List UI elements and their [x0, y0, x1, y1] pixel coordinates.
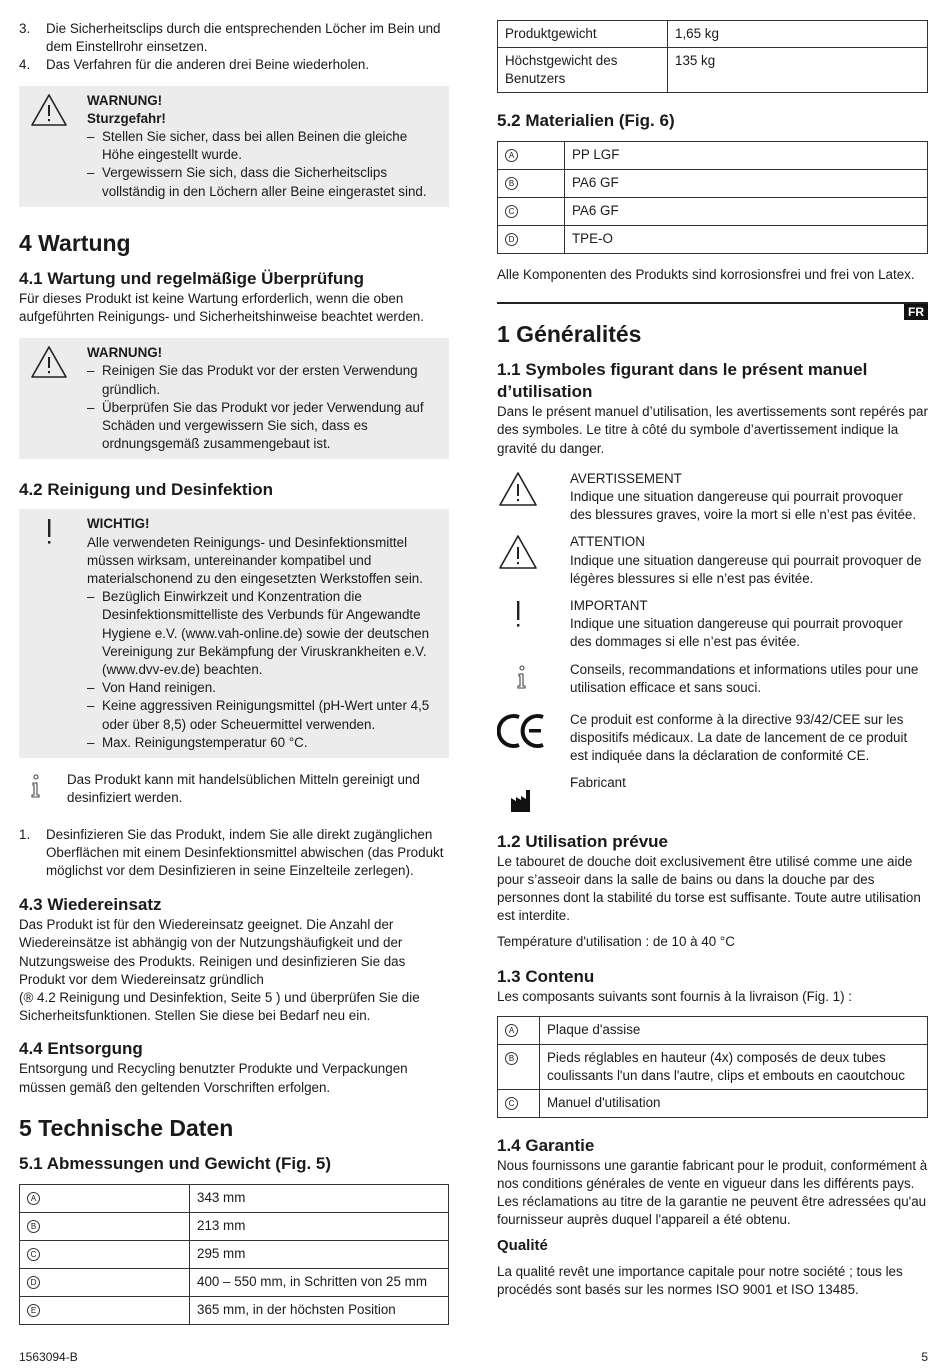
table-row: C PA6 GF	[498, 198, 928, 226]
list-item: – Von Hand reinigen.	[87, 680, 216, 696]
heading-1-2: 1.2 Utilisation prévue	[497, 831, 668, 851]
circled-letter: B	[505, 177, 518, 190]
heading-wartung: 4 Wartung	[19, 229, 131, 256]
table-row: C 295 mm	[20, 1240, 449, 1268]
circled-letter: E	[27, 1304, 40, 1317]
list-item: – Max. Reinigungstemperatur 60 °C.	[87, 734, 308, 750]
paragraph-materials: Alle Komponenten des Produkts sind korrosionsfrei und frei von Latex.	[497, 267, 915, 282]
right-column	[497, 20, 928, 1299]
table-row: A 343 mm	[20, 1184, 449, 1212]
paragraph-4-1: Für dieses Produkt ist keine Wartung erforderlich, wenn die oben aufgeführten Reinigungs- und Sicherheitshinweise beachtet werden.	[19, 290, 424, 325]
circled-letter: D	[505, 233, 518, 246]
symbol-manufacturer: Fabricant	[497, 774, 928, 819]
table-row: Produktgewicht 1,65 kg	[498, 21, 928, 48]
warning-triangle-icon	[29, 92, 87, 201]
table-row: B Pieds réglables en hauteur (4x) composés de deux tubes coulissants l'un dans l'autre, clips et embouts en caoutchouc	[498, 1044, 928, 1089]
info-note: Das Produkt kann mit handelsüblichen Mitteln gereinigt und desinfiziert werden.	[19, 771, 449, 807]
heading-1-3: 1.3 Contenu	[497, 966, 595, 986]
important-box	[19, 509, 449, 758]
symbol-attention: ATTENTION Indique une situation dangereuse qui pourrait provoquer de légères blessures si elle n’est pas évitée.	[497, 533, 928, 588]
warning-box-cleaning	[19, 338, 449, 459]
symbol-important: IMPORTANT Indique une situation dangereuse qui pourrait provoquer des dommages si elle n’est pas évitée.	[497, 597, 928, 652]
warning-subtitle: Sturzgefahr!	[87, 110, 166, 126]
info-icon	[497, 661, 570, 702]
weight-table	[497, 20, 928, 93]
circled-letter: C	[27, 1248, 40, 1261]
paragraph-1-4: Nous fournissons une garantie fabricant pour le produit, conformément à nos conditions générales de vente en vigueur dans les différents pays. Les réclamations au titre de la garantie ne peuvent être adressées qu'au fournisseur auprès duquel l'appareil a été obtenu.	[497, 1157, 928, 1228]
steps-desinfection	[19, 826, 449, 881]
paragraph-1-1: Dans le présent manuel d’utilisation, les avertissements sont repérés par des symboles. Le titre à côté du symbole d’avertissement indique la gravité du danger.	[497, 404, 928, 456]
circled-letter: D	[27, 1276, 40, 1289]
symbol-avertissement: AVERTISSEMENT Indique une situation dangereuse qui pourrait provoquer des blessures graves, voire la mort si elle n’est pas évitée.	[497, 470, 928, 525]
left-column	[19, 20, 449, 1325]
warning-triangle-icon	[29, 344, 87, 453]
exclamation-icon	[497, 597, 570, 652]
heading-5-2: 5.2 Materialien (Fig. 6)	[497, 111, 675, 130]
heading-4-1: 4.1 Wartung und regelmäßige Überprüfung	[19, 268, 365, 288]
document-number: 1563094-B	[19, 1350, 78, 1364]
page-number: 5	[921, 1350, 928, 1364]
dimensions-table	[19, 1184, 449, 1325]
circled-letter: A	[27, 1192, 40, 1205]
heading-generalites: 1 Généralités	[497, 321, 642, 348]
paragraph-1-3: Les composants suivants sont fournis à la livraison (Fig. 1) :	[497, 988, 853, 1004]
symbol-info: Conseils, recommandations et informations utiles pour une utilisation efficace et sans souci.	[497, 661, 928, 702]
steps-top	[19, 20, 449, 75]
list-item: – Keine aggressiven Reinigungsmittel (pH-Wert unter 4,5 oder über 8,5) oder Scheuermittel verwenden.	[87, 698, 430, 732]
table-row: Höchstgewicht des Benutzers 135 kg	[498, 48, 928, 93]
contents-table	[497, 1016, 928, 1118]
table-row: E 365 mm, in der höchsten Position	[20, 1296, 449, 1324]
heading-1-1: 1.1 Symboles figurant dans le présent manuel d’utilisation	[497, 360, 868, 402]
table-row: A PP LGF	[498, 142, 928, 170]
heading-4-3: 4.3 Wiedereinsatz	[19, 895, 162, 915]
list-item: – Reinigen Sie das Produkt vor der ersten Verwendung gründlich.	[87, 363, 418, 397]
symbol-ce: Ce produit est conforme à la directive 93/42/CEE sur les dispositifs médicaux. La date de lancement de ce produit est indiquée dans la déclaration de conformité CE.	[497, 711, 928, 766]
list-item: – Vergewissern Sie sich, dass die Sicherheitsclips vollständig in den Löchern aller Beine eingerastet sind.	[87, 165, 427, 199]
heading-technische-daten: 5 Technische Daten	[19, 1114, 234, 1141]
warning-triangle-icon	[497, 470, 570, 525]
symbol-list	[497, 470, 928, 820]
heading-4-4: 4.4 Entsorgung	[19, 1039, 143, 1059]
circled-letter: B	[505, 1052, 518, 1065]
section-divider	[497, 302, 928, 320]
list-item: 3. Die Sicherheitsclips durch die entsprechenden Löcher im Bein und dem Einstellrohr einsetzen.	[19, 21, 441, 55]
important-body: Alle verwendeten Reinigungs- und Desinfektionsmittel müssen wirksam, untereinander kompatibel und materialschonend zu den eingesetzten Werkstoffen sein.	[87, 534, 423, 587]
manufacturer-icon	[497, 774, 570, 819]
circled-letter: B	[27, 1220, 40, 1233]
circled-letter: A	[505, 1024, 518, 1037]
ce-mark-icon	[497, 711, 570, 766]
list-item: – Stellen Sie sicher, dass bei allen Beinen die gleiche Höhe eingestellt wurde.	[87, 129, 408, 163]
language-badge: FR	[904, 304, 928, 320]
table-row: C Manuel d'utilisation	[498, 1089, 928, 1117]
warning-box-fall	[19, 86, 449, 207]
list-item: 4. Das Verfahren für die anderen drei Beine wiederholen.	[19, 57, 370, 73]
exclamation-icon	[29, 515, 87, 752]
paragraph-4-4: Entsorgung und Recycling benutzter Produkte und Verpackungen müssen gemäß den geltenden Vorschriften erfolgen.	[19, 1061, 408, 1095]
paragraph-4-3: Das Produkt ist für den Wiedereinsatz geeignet. Die Anzahl der Wiedereinsätze ist abhängig von der Nutzungshäufigkeit und der Nutzungsweise des Produkts. Reinigen und desinfizieren Sie das Produkt vor dem Wiedereinsatz gründlich	[19, 917, 406, 987]
heading-5-1: 5.1 Abmessungen und Gewicht (Fig. 5)	[19, 1153, 332, 1173]
list-item: – Überprüfen Sie das Produkt vor jeder Verwendung auf Schäden und vergewissern Sie sich, dass es ordnungsgemäß zusammengebaut ist.	[87, 399, 424, 452]
table-row: D TPE-O	[498, 226, 928, 254]
heading-qualite: Qualité	[497, 1236, 548, 1254]
paragraph-qualite: La qualité revêt une importance capitale pour notre société ; tous les procédés sont basés sur les normes ISO 9001 et ISO 13485.	[497, 1263, 903, 1297]
table-row: B PA6 GF	[498, 170, 928, 198]
paragraph-1-2: Le tabouret de douche doit exclusivement être utilisé comme une aide pour s’asseoir dans la salle de bains ou dans la douche par des personnes dont la stabilité du torse est suffisante. Toute autre utilisation est interdite.	[497, 853, 921, 924]
list-item: 1. Desinfizieren Sie das Produkt, indem Sie alle direkt zugänglichen Oberflächen mit einem Desinfektionsmittel abwischen (das Produkt möglichst vor dem Desinfizieren in seine Einzelteile zerlegen).	[19, 826, 444, 878]
info-icon	[19, 771, 67, 807]
list-item: – Bezüglich Einwirkzeit und Konzentration die Desinfektionsmittelliste des Verbunds für Angewandte Hygiene e.V. (www.vah-online.de) sowie der deutschen Vereinigung zur Bekämpfung der Viruskrankheiten e.V. (www.dvv-ev.de) beachten.	[87, 589, 430, 678]
important-title: WICHTIG!	[87, 516, 150, 532]
circled-letter: C	[505, 205, 518, 218]
table-row: A Plaque d'assise	[498, 1016, 928, 1044]
paragraph-temperature: Température d'utilisation : de 10 à 40 °C	[497, 934, 735, 950]
materials-table	[497, 141, 928, 254]
table-row: D 400 – 550 mm, in Schritten von 25 mm	[20, 1268, 449, 1296]
table-row: B 213 mm	[20, 1212, 449, 1240]
warning-triangle-icon	[497, 533, 570, 588]
paragraph-4-3-ref: (® 4.2 Reinigung und Desinfektion, Seite 5 ) und überprüfen Sie die Sicherheitsfunktionen. Stellen Sie diese bei Bedarf neu ein.	[19, 989, 420, 1024]
circled-letter: C	[505, 1097, 518, 1110]
heading-1-4: 1.4 Garantie	[497, 1135, 595, 1155]
warning-title: WARNUNG!	[87, 345, 163, 361]
heading-4-2: 4.2 Reinigung und Desinfektion	[19, 480, 274, 500]
circled-letter: A	[505, 149, 518, 162]
warning-title: WARNUNG!	[87, 92, 163, 108]
